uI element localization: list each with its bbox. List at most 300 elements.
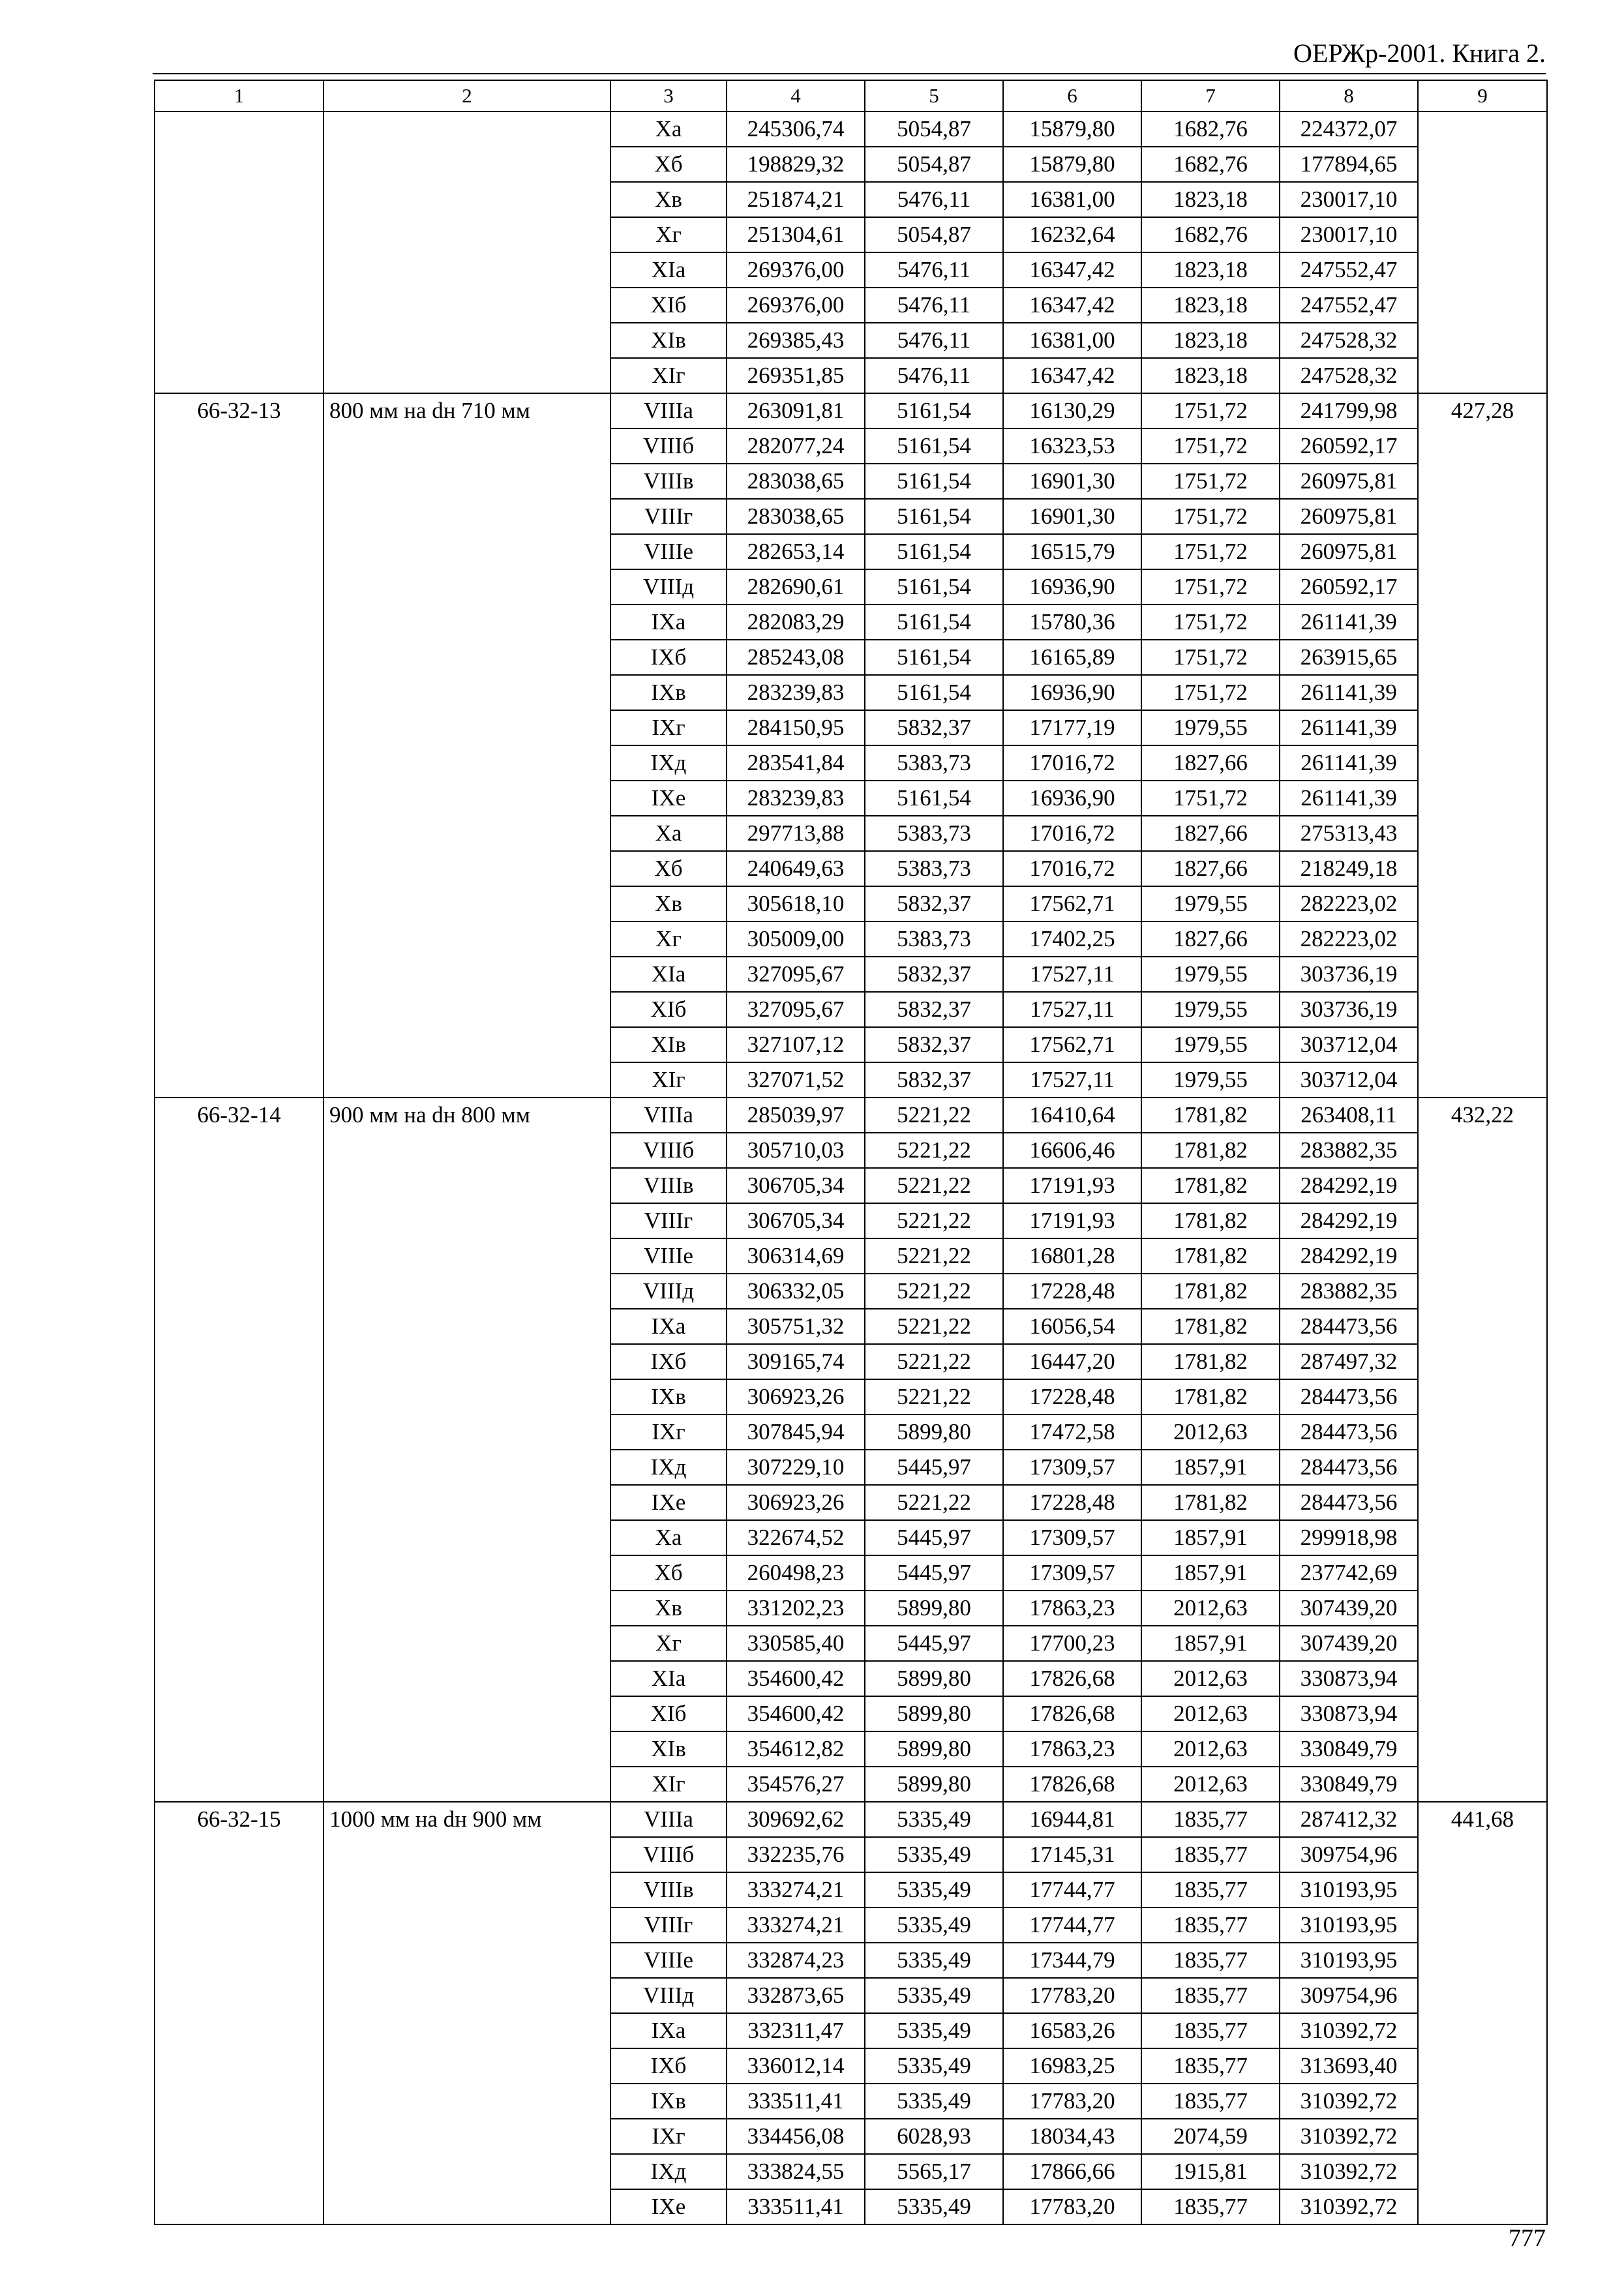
- zone-cell: IXв: [610, 2084, 727, 2119]
- value-cell: 5054,87: [865, 147, 1003, 182]
- value-cell: 284150,95: [727, 710, 865, 745]
- value-cell: 5161,54: [865, 534, 1003, 569]
- page-number: 777: [1509, 2224, 1546, 2252]
- value-cell: 1835,77: [1141, 1908, 1280, 1943]
- value-cell: 5221,22: [865, 1168, 1003, 1203]
- value-cell: 1781,82: [1141, 1203, 1280, 1238]
- value-cell: 17016,72: [1003, 816, 1141, 851]
- zone-cell: VIIIв: [610, 464, 727, 499]
- rate-code: 66-32-13: [155, 393, 323, 1098]
- value-cell: 1979,55: [1141, 886, 1280, 921]
- value-cell: 299918,98: [1280, 1520, 1418, 1555]
- rate-code: [155, 112, 323, 393]
- value-cell: 285039,97: [727, 1098, 865, 1133]
- value-cell: 333274,21: [727, 1872, 865, 1908]
- value-cell: 17016,72: [1003, 745, 1141, 781]
- value-cell: 5832,37: [865, 886, 1003, 921]
- value-cell: 5445,97: [865, 1555, 1003, 1591]
- value-cell: 284473,56: [1280, 1450, 1418, 1485]
- value-cell: 1835,77: [1141, 1872, 1280, 1908]
- value-cell: 332311,47: [727, 2013, 865, 2048]
- zone-cell: IXб: [610, 640, 727, 675]
- value-cell: 303736,19: [1280, 957, 1418, 992]
- value-cell: 5445,97: [865, 1520, 1003, 1555]
- value-cell: 327107,12: [727, 1027, 865, 1062]
- value-cell: 287412,32: [1280, 1802, 1418, 1837]
- value-cell: 5161,54: [865, 640, 1003, 675]
- value-cell: 17826,68: [1003, 1661, 1141, 1696]
- value-cell: 2012,63: [1141, 1696, 1280, 1731]
- value-cell: 16606,46: [1003, 1133, 1141, 1168]
- value-cell: 5161,54: [865, 464, 1003, 499]
- column-header: 4: [727, 80, 865, 112]
- table-body: [155, 112, 1547, 2224]
- value-cell: 1979,55: [1141, 710, 1280, 745]
- value-cell: 16347,42: [1003, 252, 1141, 288]
- value-cell: 5221,22: [865, 1203, 1003, 1238]
- zone-cell: IXе: [610, 781, 727, 816]
- value-cell: 1823,18: [1141, 358, 1280, 393]
- table-row: [155, 393, 1547, 428]
- value-cell: 1781,82: [1141, 1133, 1280, 1168]
- value-cell: 16983,25: [1003, 2048, 1141, 2084]
- column-header: 6: [1003, 80, 1141, 112]
- value-cell: 5383,73: [865, 851, 1003, 886]
- value-cell: 16347,42: [1003, 358, 1141, 393]
- value-cell: 303712,04: [1280, 1062, 1418, 1098]
- value-cell: 240649,63: [727, 851, 865, 886]
- value-cell: 261141,39: [1280, 710, 1418, 745]
- value-cell: 263091,81: [727, 393, 865, 428]
- zone-cell: VIIIa: [610, 1802, 727, 1837]
- value-cell: 5476,11: [865, 358, 1003, 393]
- value-cell: 237742,69: [1280, 1555, 1418, 1591]
- zone-cell: Xб: [610, 851, 727, 886]
- value-cell: 17228,48: [1003, 1379, 1141, 1414]
- rate-code: 66-32-15: [155, 1802, 323, 2224]
- zone-cell: XIб: [610, 1696, 727, 1731]
- value-cell: 263408,11: [1280, 1098, 1418, 1133]
- value-cell: 269351,85: [727, 358, 865, 393]
- value-cell: 1781,82: [1141, 1344, 1280, 1379]
- value-cell: 1857,91: [1141, 1555, 1280, 1591]
- value-cell: 332873,65: [727, 1978, 865, 2013]
- value-cell: 282223,02: [1280, 886, 1418, 921]
- value-cell: 5161,54: [865, 428, 1003, 464]
- zone-cell: IXд: [610, 2154, 727, 2189]
- value-cell: 17866,66: [1003, 2154, 1141, 2189]
- value-cell: 245306,74: [727, 112, 865, 147]
- value-cell: 1823,18: [1141, 288, 1280, 323]
- value-cell: 283541,84: [727, 745, 865, 781]
- value-cell: 307229,10: [727, 1450, 865, 1485]
- value-cell: 5899,80: [865, 1731, 1003, 1767]
- value-cell: 5832,37: [865, 1027, 1003, 1062]
- zone-cell: XIв: [610, 323, 727, 358]
- value-cell: 5335,49: [865, 2013, 1003, 2048]
- value-cell: 5335,49: [865, 1837, 1003, 1872]
- value-cell: 1751,72: [1141, 781, 1280, 816]
- value-cell: 16901,30: [1003, 464, 1141, 499]
- value-cell: 332235,76: [727, 1837, 865, 1872]
- value-cell: 16515,79: [1003, 534, 1141, 569]
- value-cell: 260592,17: [1280, 569, 1418, 605]
- zone-cell: IXг: [610, 1414, 727, 1450]
- value-cell: 17562,71: [1003, 1027, 1141, 1062]
- value-cell: 306923,26: [727, 1379, 865, 1414]
- value-cell: 1857,91: [1141, 1450, 1280, 1485]
- value-cell: 307439,20: [1280, 1626, 1418, 1661]
- table-row: [155, 112, 1547, 147]
- value-cell: 260592,17: [1280, 428, 1418, 464]
- value-cell: 17145,31: [1003, 1837, 1141, 1872]
- value-cell: 18034,43: [1003, 2119, 1141, 2154]
- value-cell: 17228,48: [1003, 1274, 1141, 1309]
- value-cell: 284292,19: [1280, 1203, 1418, 1238]
- zone-cell: IXд: [610, 1450, 727, 1485]
- value-cell: 5054,87: [865, 217, 1003, 252]
- value-cell: 218249,18: [1280, 851, 1418, 886]
- value-cell: 283239,83: [727, 675, 865, 710]
- value-cell: 327095,67: [727, 992, 865, 1027]
- value-cell: 261141,39: [1280, 745, 1418, 781]
- column-9-value: 432,22: [1418, 1098, 1547, 1802]
- value-cell: 5221,22: [865, 1344, 1003, 1379]
- value-cell: 354600,42: [727, 1696, 865, 1731]
- value-cell: 1682,76: [1141, 112, 1280, 147]
- value-cell: 330873,94: [1280, 1696, 1418, 1731]
- value-cell: 333274,21: [727, 1908, 865, 1943]
- value-cell: 5445,97: [865, 1626, 1003, 1661]
- zone-cell: VIIIд: [610, 1274, 727, 1309]
- value-cell: 16381,00: [1003, 323, 1141, 358]
- value-cell: 247552,47: [1280, 252, 1418, 288]
- value-cell: 17783,20: [1003, 2084, 1141, 2119]
- rate-description: 1000 мм на dн 900 мм: [323, 1802, 610, 2224]
- value-cell: 306923,26: [727, 1485, 865, 1520]
- value-cell: 1751,72: [1141, 675, 1280, 710]
- rate-description: 800 мм на dн 710 мм: [323, 393, 610, 1098]
- value-cell: 5161,54: [865, 781, 1003, 816]
- value-cell: 310392,72: [1280, 2154, 1418, 2189]
- zone-cell: IXa: [610, 1309, 727, 1344]
- value-cell: 283239,83: [727, 781, 865, 816]
- zone-cell: VIIIг: [610, 499, 727, 534]
- zone-cell: IXв: [610, 675, 727, 710]
- value-cell: 330873,94: [1280, 1661, 1418, 1696]
- value-cell: 17527,11: [1003, 992, 1141, 1027]
- value-cell: 284292,19: [1280, 1168, 1418, 1203]
- document-header-title: ОЕРЖр-2001. Книга 2.: [1293, 38, 1546, 68]
- value-cell: 330585,40: [727, 1626, 865, 1661]
- value-cell: 284473,56: [1280, 1414, 1418, 1450]
- value-cell: 309692,62: [727, 1802, 865, 1837]
- value-cell: 5161,54: [865, 675, 1003, 710]
- value-cell: 260975,81: [1280, 464, 1418, 499]
- value-cell: 16447,20: [1003, 1344, 1141, 1379]
- value-cell: 5335,49: [865, 1802, 1003, 1837]
- value-cell: 354576,27: [727, 1767, 865, 1802]
- value-cell: 16801,28: [1003, 1238, 1141, 1274]
- value-cell: 17309,57: [1003, 1520, 1141, 1555]
- zone-cell: XIв: [610, 1027, 727, 1062]
- value-cell: 5899,80: [865, 1414, 1003, 1450]
- value-cell: 354612,82: [727, 1731, 865, 1767]
- value-cell: 15780,36: [1003, 605, 1141, 640]
- value-cell: 303712,04: [1280, 1027, 1418, 1062]
- value-cell: 305618,10: [727, 886, 865, 921]
- value-cell: 17744,77: [1003, 1872, 1141, 1908]
- value-cell: 1835,77: [1141, 1802, 1280, 1837]
- value-cell: 1827,66: [1141, 851, 1280, 886]
- value-cell: 5832,37: [865, 992, 1003, 1027]
- value-cell: 287497,32: [1280, 1344, 1418, 1379]
- value-cell: 5161,54: [865, 499, 1003, 534]
- value-cell: 1827,66: [1141, 921, 1280, 957]
- zone-cell: Xг: [610, 217, 727, 252]
- value-cell: 230017,10: [1280, 182, 1418, 217]
- value-cell: 2012,63: [1141, 1661, 1280, 1696]
- value-cell: 17016,72: [1003, 851, 1141, 886]
- value-cell: 5335,49: [865, 1978, 1003, 2013]
- value-cell: 2074,59: [1141, 2119, 1280, 2154]
- value-cell: 1835,77: [1141, 2189, 1280, 2224]
- value-cell: 1979,55: [1141, 1027, 1280, 1062]
- zone-cell: IXг: [610, 710, 727, 745]
- value-cell: 269376,00: [727, 252, 865, 288]
- column-header: 3: [610, 80, 727, 112]
- value-cell: 5221,22: [865, 1238, 1003, 1274]
- value-cell: 310193,95: [1280, 1908, 1418, 1943]
- value-cell: 247552,47: [1280, 288, 1418, 323]
- value-cell: 306314,69: [727, 1238, 865, 1274]
- value-cell: 330849,79: [1280, 1731, 1418, 1767]
- value-cell: 5335,49: [865, 1908, 1003, 1943]
- zone-cell: IXг: [610, 2119, 727, 2154]
- zone-cell: XIг: [610, 1767, 727, 1802]
- value-cell: 17700,23: [1003, 1626, 1141, 1661]
- value-cell: 17344,79: [1003, 1943, 1141, 1978]
- zone-cell: VIIIa: [610, 393, 727, 428]
- value-cell: 5335,49: [865, 1872, 1003, 1908]
- value-cell: 1857,91: [1141, 1520, 1280, 1555]
- zone-cell: Xa: [610, 816, 727, 851]
- value-cell: 5335,49: [865, 2084, 1003, 2119]
- value-cell: 5445,97: [865, 1450, 1003, 1485]
- value-cell: 1751,72: [1141, 605, 1280, 640]
- value-cell: 283038,65: [727, 464, 865, 499]
- value-cell: 263915,65: [1280, 640, 1418, 675]
- value-cell: 284473,56: [1280, 1309, 1418, 1344]
- value-cell: 16130,29: [1003, 393, 1141, 428]
- rate-description: [323, 112, 610, 393]
- value-cell: 282690,61: [727, 569, 865, 605]
- value-cell: 1781,82: [1141, 1309, 1280, 1344]
- value-cell: 305751,32: [727, 1309, 865, 1344]
- value-cell: 17863,23: [1003, 1591, 1141, 1626]
- value-cell: 5476,11: [865, 323, 1003, 358]
- value-cell: 331202,23: [727, 1591, 865, 1626]
- value-cell: 336012,14: [727, 2048, 865, 2084]
- value-cell: 1751,72: [1141, 464, 1280, 499]
- value-cell: 1781,82: [1141, 1098, 1280, 1133]
- value-cell: 282077,24: [727, 428, 865, 464]
- value-cell: 16944,81: [1003, 1802, 1141, 1837]
- zone-cell: VIIIб: [610, 1837, 727, 1872]
- price-table: [154, 80, 1548, 2225]
- zone-cell: IXе: [610, 1485, 727, 1520]
- value-cell: 1979,55: [1141, 1062, 1280, 1098]
- value-cell: 17783,20: [1003, 2189, 1141, 2224]
- value-cell: 310392,72: [1280, 2119, 1418, 2154]
- value-cell: 17863,23: [1003, 1731, 1141, 1767]
- value-cell: 310392,72: [1280, 2013, 1418, 2048]
- value-cell: 1835,77: [1141, 2084, 1280, 2119]
- value-cell: 333511,41: [727, 2084, 865, 2119]
- value-cell: 251874,21: [727, 182, 865, 217]
- value-cell: 1751,72: [1141, 640, 1280, 675]
- value-cell: 309754,96: [1280, 1837, 1418, 1872]
- value-cell: 5476,11: [865, 182, 1003, 217]
- value-cell: 332874,23: [727, 1943, 865, 1978]
- zone-cell: XIa: [610, 1661, 727, 1696]
- value-cell: 5565,17: [865, 2154, 1003, 2189]
- value-cell: 307845,94: [727, 1414, 865, 1450]
- value-cell: 241799,98: [1280, 393, 1418, 428]
- value-cell: 17783,20: [1003, 1978, 1141, 2013]
- value-cell: 5335,49: [865, 2048, 1003, 2084]
- zone-cell: Xв: [610, 886, 727, 921]
- value-cell: 17177,19: [1003, 710, 1141, 745]
- value-cell: 307439,20: [1280, 1591, 1418, 1626]
- value-cell: 1915,81: [1141, 2154, 1280, 2189]
- value-cell: 297713,88: [727, 816, 865, 851]
- table-row: [155, 1098, 1547, 1133]
- value-cell: 310193,95: [1280, 1943, 1418, 1978]
- value-cell: 16056,54: [1003, 1309, 1141, 1344]
- zone-cell: Xв: [610, 1591, 727, 1626]
- zone-cell: Xa: [610, 112, 727, 147]
- column-header: 1: [155, 80, 323, 112]
- value-cell: 1682,76: [1141, 217, 1280, 252]
- value-cell: 1751,72: [1141, 393, 1280, 428]
- value-cell: 284473,56: [1280, 1379, 1418, 1414]
- zone-cell: VIIIд: [610, 1978, 727, 2013]
- value-cell: 269385,43: [727, 323, 865, 358]
- value-cell: 310392,72: [1280, 2084, 1418, 2119]
- zone-cell: XIг: [610, 358, 727, 393]
- rate-description: 900 мм на dн 800 мм: [323, 1098, 610, 1802]
- header-divider: [153, 73, 1546, 74]
- value-cell: 1979,55: [1141, 992, 1280, 1027]
- value-cell: 5383,73: [865, 816, 1003, 851]
- value-cell: 260498,23: [727, 1555, 865, 1591]
- zone-cell: IXa: [610, 605, 727, 640]
- zone-cell: XIб: [610, 288, 727, 323]
- value-cell: 17191,93: [1003, 1203, 1141, 1238]
- column-header: 7: [1141, 80, 1280, 112]
- value-cell: 16901,30: [1003, 499, 1141, 534]
- value-cell: 305710,03: [727, 1133, 865, 1168]
- value-cell: 5161,54: [865, 569, 1003, 605]
- value-cell: 1823,18: [1141, 323, 1280, 358]
- value-cell: 5383,73: [865, 745, 1003, 781]
- value-cell: 260975,81: [1280, 499, 1418, 534]
- value-cell: 17527,11: [1003, 957, 1141, 992]
- zone-cell: VIIIг: [610, 1908, 727, 1943]
- value-cell: 303736,19: [1280, 992, 1418, 1027]
- value-cell: 1827,66: [1141, 816, 1280, 851]
- zone-cell: Xa: [610, 1520, 727, 1555]
- rate-code: 66-32-14: [155, 1098, 323, 1802]
- value-cell: 5899,80: [865, 1591, 1003, 1626]
- value-cell: 275313,43: [1280, 816, 1418, 851]
- value-cell: 177894,65: [1280, 147, 1418, 182]
- value-cell: 284473,56: [1280, 1485, 1418, 1520]
- value-cell: 5383,73: [865, 921, 1003, 957]
- value-cell: 261141,39: [1280, 605, 1418, 640]
- value-cell: 330849,79: [1280, 1767, 1418, 1802]
- zone-cell: IXб: [610, 2048, 727, 2084]
- zone-cell: IXa: [610, 2013, 727, 2048]
- value-cell: 5221,22: [865, 1274, 1003, 1309]
- value-cell: 2012,63: [1141, 1767, 1280, 1802]
- column-header: 9: [1418, 80, 1547, 112]
- column-9-value: 427,28: [1418, 393, 1547, 1098]
- value-cell: 310193,95: [1280, 1872, 1418, 1908]
- value-cell: 230017,10: [1280, 217, 1418, 252]
- value-cell: 5221,22: [865, 1309, 1003, 1344]
- value-cell: 1781,82: [1141, 1379, 1280, 1414]
- value-cell: 283882,35: [1280, 1133, 1418, 1168]
- value-cell: 1751,72: [1141, 428, 1280, 464]
- value-cell: 5899,80: [865, 1696, 1003, 1731]
- value-cell: 16165,89: [1003, 640, 1141, 675]
- value-cell: 6028,93: [865, 2119, 1003, 2154]
- value-cell: 224372,07: [1280, 112, 1418, 147]
- value-cell: 1857,91: [1141, 1626, 1280, 1661]
- value-cell: 282653,14: [727, 534, 865, 569]
- value-cell: 283038,65: [727, 499, 865, 534]
- value-cell: 261141,39: [1280, 675, 1418, 710]
- value-cell: 327095,67: [727, 957, 865, 992]
- value-cell: 5221,22: [865, 1098, 1003, 1133]
- value-cell: 284292,19: [1280, 1238, 1418, 1274]
- value-cell: 306705,34: [727, 1168, 865, 1203]
- value-cell: 2012,63: [1141, 1731, 1280, 1767]
- zone-cell: VIIIе: [610, 1943, 727, 1978]
- value-cell: 1835,77: [1141, 2048, 1280, 2084]
- value-cell: 198829,32: [727, 147, 865, 182]
- value-cell: 283882,35: [1280, 1274, 1418, 1309]
- column-header: 5: [865, 80, 1003, 112]
- zone-cell: VIIIд: [610, 569, 727, 605]
- value-cell: 5161,54: [865, 393, 1003, 428]
- value-cell: 1823,18: [1141, 252, 1280, 288]
- value-cell: 305009,00: [727, 921, 865, 957]
- table-row: [155, 1802, 1547, 1837]
- value-cell: 334456,08: [727, 2119, 865, 2154]
- value-cell: 310392,72: [1280, 2189, 1418, 2224]
- column-header: 2: [323, 80, 610, 112]
- value-cell: 5221,22: [865, 1485, 1003, 1520]
- value-cell: 5335,49: [865, 2189, 1003, 2224]
- value-cell: 16583,26: [1003, 2013, 1141, 2048]
- value-cell: 17402,25: [1003, 921, 1141, 957]
- value-cell: 1751,72: [1141, 534, 1280, 569]
- zone-cell: XIг: [610, 1062, 727, 1098]
- value-cell: 1979,55: [1141, 957, 1280, 992]
